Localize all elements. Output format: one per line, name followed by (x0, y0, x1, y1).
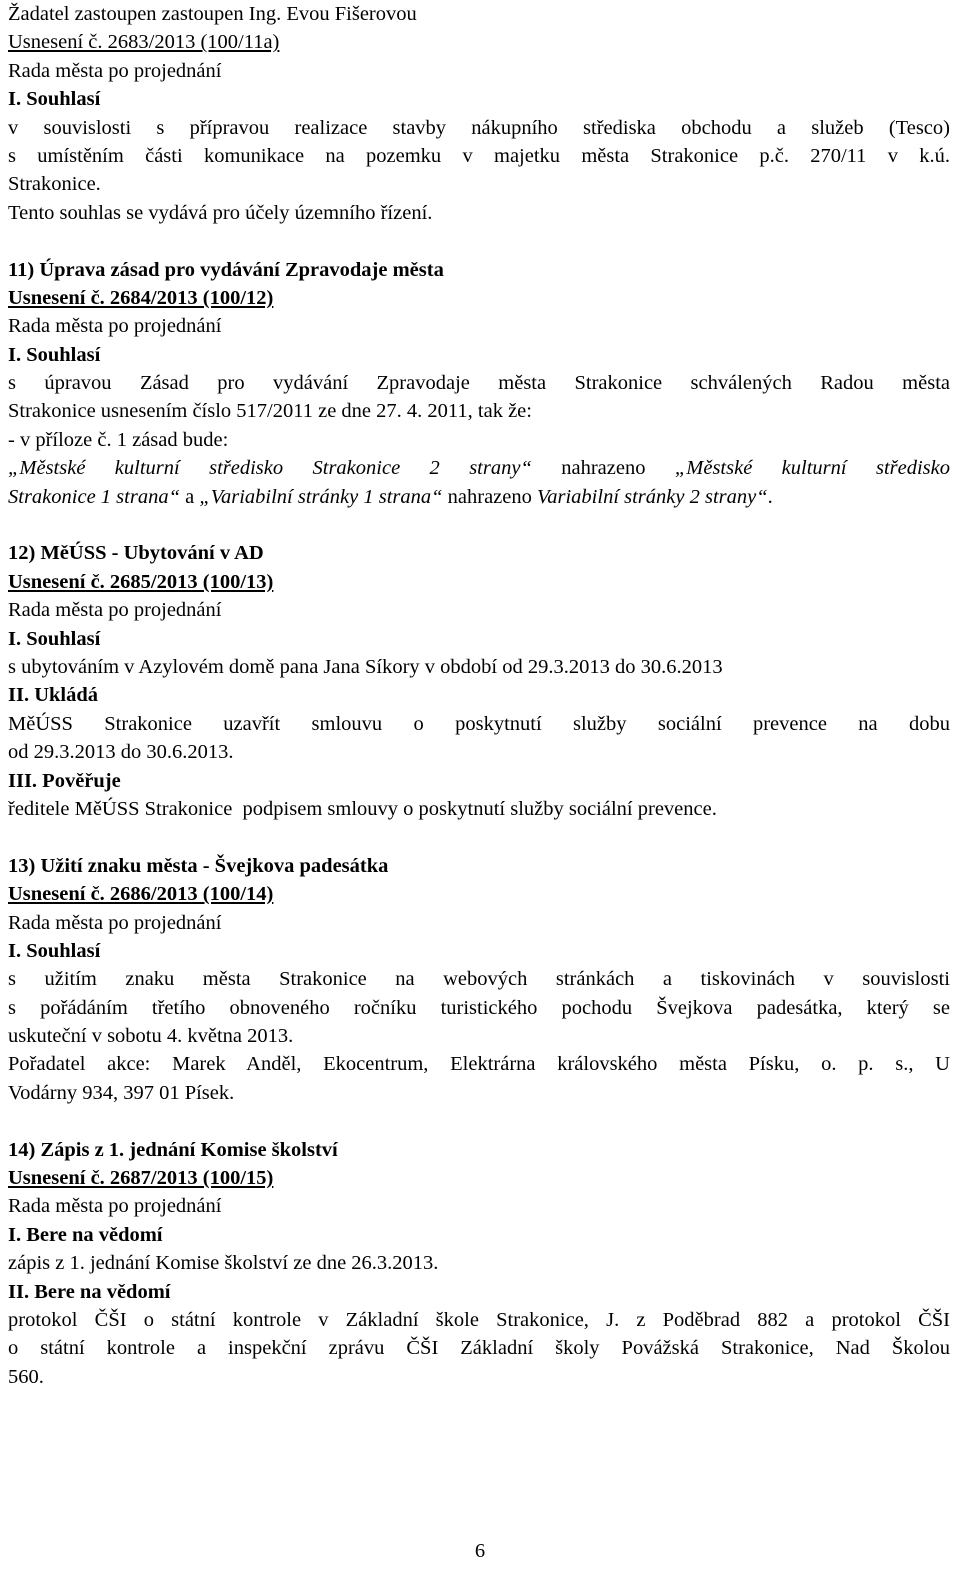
quote-text: „Městské kulturní středisko Strakonice 2 strany“ (8, 457, 532, 480)
quote-line (8, 454, 950, 482)
section-heading: 14) Zápis z 1. jednání Komise školství (8, 1138, 338, 1161)
body-text: s pořádáním třetího obnoveného ročníku turistického pochodu Švejkova padesátka, který se (8, 996, 950, 1019)
council-line: Rada města po projednání (8, 599, 222, 622)
body-text: o státní kontrole a inspekční zprávu ČŠI Základní školy Povážská Strakonice, Nad Školou (8, 1337, 950, 1360)
body-text: Tento souhlas se vydává pro účely územního řízení. (8, 201, 433, 224)
point-heading: II. Ukládá (8, 684, 99, 707)
point-heading: III. Pověřuje (8, 769, 121, 792)
point-heading: I. Bere na vědomí (8, 1223, 163, 1246)
body-text: s umístěním části komunikace na pozemku v majetku města Strakonice p.č. 270/11 v k.ú. (8, 144, 950, 167)
point-heading: I. Souhlasí (8, 939, 101, 962)
quote-text: „Městské kulturní středisko (674, 457, 951, 480)
body-text: - v příloze č. 1 zásad bude: (8, 428, 229, 451)
quote-text: Strakonice 1 strana“ (8, 485, 180, 508)
resolution-number: Usnesení č. 2687/2013 (100/15) (8, 1167, 274, 1190)
quote-text: „Variabilní stránky 1 strana“ (199, 485, 443, 508)
point-heading: II. Bere na vědomí (8, 1280, 171, 1303)
document-page (8, 0, 950, 1391)
point-heading: I. Souhlasí (8, 88, 101, 111)
body-text: s ubytováním v Azylovém domě pana Jana Síkory v období od 29.3.2013 do 30.6.2013 (8, 655, 723, 678)
section-heading: 11) Úprava zásad pro vydávání Zpravodaje města (8, 258, 444, 281)
council-line: Rada města po projednání (8, 911, 222, 934)
resolution-number: Usnesení č. 2683/2013 (100/11a) (8, 31, 280, 54)
body-text: Vodárny 934, 397 01 Písek. (8, 1081, 235, 1104)
body-text: . (767, 485, 773, 508)
quote-text: Variabilní stránky 2 strany“ (537, 485, 768, 508)
body-text: MěÚSS Strakonice uzavřít smlouvu o poskytnutí služby sociální prevence na dobu (8, 712, 950, 735)
body-text: Strakonice. (8, 173, 101, 196)
page-number: 6 (474, 1540, 486, 1562)
point-heading: I. Souhlasí (8, 627, 101, 650)
body-text: v souvislosti s přípravou realizace stavby nákupního střediska obchodu a služeb (Tesco) (8, 116, 950, 139)
body-text: 560. (8, 1365, 44, 1388)
section-heading: 13) Užití znaku města - Švejkova padesátka (8, 854, 389, 877)
body-text: s užitím znaku města Strakonice na webových stránkách a tiskovinách v souvislosti (8, 968, 950, 991)
body-text: protokol ČŠI o státní kontrole v Základní škole Strakonice, J. z Poděbrad 882 a protokol ČŠI (8, 1308, 950, 1331)
council-line: Rada města po projednání (8, 1195, 222, 1218)
body-text: nahrazeno (561, 457, 646, 480)
resolution-number: Usnesení č. 2686/2013 (100/14) (8, 883, 274, 906)
applicant-line: Žadatel zastoupen zastoupen Ing. Evou Fišerovou (8, 3, 417, 25)
quote-line (8, 483, 950, 511)
body-text: a (185, 485, 195, 508)
resolution-number: Usnesení č. 2684/2013 (100/12) (8, 286, 274, 309)
council-line: Rada města po projednání (8, 59, 222, 82)
body-text: Pořadatel akce: Marek Anděl, Ekocentrum, Elektrárna královského města Písku, o. p. s., U (8, 1053, 950, 1076)
body-text: zápis z 1. jednání Komise školství ze dne 26.3.2013. (8, 1252, 439, 1275)
council-line: Rada města po projednání (8, 315, 222, 338)
body-text: s úpravou Zásad pro vydávání Zpravodaje města Strakonice schválených Radou města (8, 372, 950, 395)
body-text: nahrazeno (447, 485, 532, 508)
body-text: Strakonice usnesením číslo 517/2011 ze dne 27. 4. 2011, tak že: (8, 400, 532, 423)
body-text: od 29.3.2013 do 30.6.2013. (8, 741, 234, 764)
point-heading: I. Souhlasí (8, 343, 101, 366)
body-text: ředitele MěÚSS Strakonice podpisem smlouvy o poskytnutí služby sociální prevence. (8, 797, 717, 820)
body-text: uskuteční v sobotu 4. května 2013. (8, 1025, 294, 1048)
section-heading: 12) MěÚSS - Ubytování v AD (8, 542, 264, 565)
resolution-number: Usnesení č. 2685/2013 (100/13) (8, 570, 274, 593)
